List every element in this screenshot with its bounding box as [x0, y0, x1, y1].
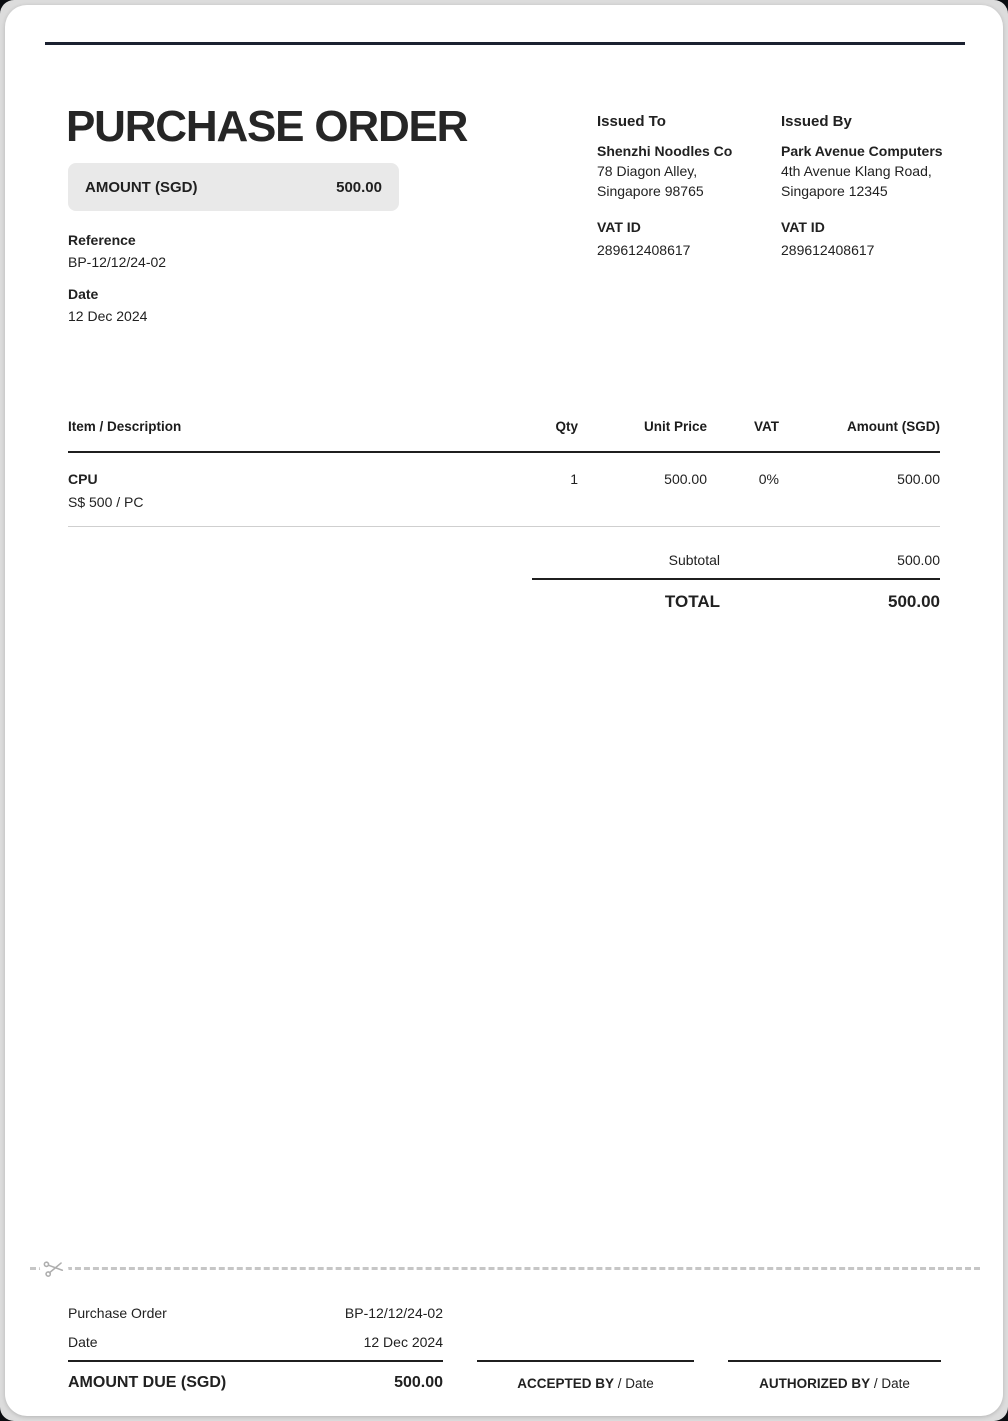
issued-by-name: Park Avenue Computers [781, 143, 943, 159]
remittance-date-row [68, 1334, 443, 1350]
header-vat: VAT [754, 419, 779, 434]
table-header-divider [68, 451, 940, 453]
reference-value: BP-12/12/24-02 [68, 254, 167, 270]
issued-to-address-line2: Singapore 98765 [597, 183, 704, 199]
page-title: PURCHASE ORDER [66, 102, 468, 151]
purchase-order-document [5, 5, 1003, 1416]
issued-to-vat-label: VAT ID [597, 219, 641, 235]
issued-to-name: Shenzhi Noodles Co [597, 143, 733, 159]
issued-by-vat-label: VAT ID [781, 219, 825, 235]
amount-summary-label: AMOUNT (SGD) [85, 178, 198, 196]
amount-due-value: 500.00 [394, 1374, 443, 1391]
item-qty: 1 [570, 471, 578, 487]
cut-here-dashed-line [30, 1267, 980, 1270]
issued-by-section [781, 112, 943, 260]
remittance-date-label: Date [68, 1334, 98, 1350]
total-label: TOTAL [664, 592, 720, 611]
subtotal-value: 500.00 [897, 552, 940, 568]
header-amount: Amount (SGD) [847, 419, 940, 434]
subtotal-label: Subtotal [668, 552, 720, 568]
issued-to-address-line1: 78 Diagon Alley, [597, 163, 698, 179]
table-row [68, 471, 940, 510]
item-detail: S$ 500 / PC [68, 494, 144, 510]
reference-label: Reference [68, 232, 136, 248]
item-description-cell [68, 471, 500, 510]
remittance-divider [68, 1360, 443, 1362]
accepted-by-text: ACCEPTED BY [517, 1376, 614, 1391]
items-table-header [68, 419, 940, 434]
item-vat: 0% [758, 471, 779, 487]
amount-due-row [68, 1374, 443, 1392]
table-row-divider [68, 526, 940, 527]
item-name: CPU [68, 471, 98, 487]
remittance-reference-value: BP-12/12/24-02 [344, 1305, 443, 1321]
issued-by-vat-value: 289612408617 [781, 242, 875, 258]
amount-summary-value: 500.00 [336, 178, 382, 196]
issued-to-section [597, 112, 769, 260]
authorized-by-label [728, 1376, 941, 1391]
top-divider [45, 42, 965, 45]
header-item-description: Item / Description [68, 419, 182, 434]
subtotal-row [68, 552, 940, 568]
remittance-reference-row [68, 1305, 443, 1321]
authorized-by-date-suffix: / Date [873, 1376, 910, 1391]
authorized-by-signature-block [728, 1360, 941, 1391]
accepted-by-date-suffix: / Date [617, 1376, 654, 1391]
scissors-icon [38, 1255, 69, 1282]
header-qty: Qty [555, 419, 578, 434]
remittance-date-value: 12 Dec 2024 [363, 1334, 443, 1350]
total-row [68, 592, 940, 612]
issued-to-heading: Issued To [597, 113, 666, 130]
amount-due-label: AMOUNT DUE (SGD) [68, 1374, 227, 1391]
authorized-by-signature-line [728, 1360, 941, 1362]
total-divider [532, 578, 940, 580]
reference-block [68, 230, 166, 272]
accepted-by-signature-line [477, 1360, 694, 1362]
accepted-by-label [477, 1376, 694, 1391]
total-value: 500.00 [888, 592, 940, 611]
issued-by-heading: Issued By [781, 113, 852, 130]
date-value: 12 Dec 2024 [68, 308, 148, 324]
issued-by-address-line2: Singapore 12345 [781, 183, 888, 199]
issued-to-vat-value: 289612408617 [597, 242, 691, 258]
issued-by-address-line1: 4th Avenue Klang Road, [781, 163, 932, 179]
header-unit-price: Unit Price [643, 419, 707, 434]
remittance-reference-label: Purchase Order [68, 1305, 167, 1321]
date-label: Date [68, 286, 99, 302]
item-amount: 500.00 [897, 471, 940, 487]
authorized-by-text: AUTHORIZED BY [759, 1376, 871, 1391]
date-block [68, 284, 147, 326]
item-unit-price: 500.00 [664, 471, 707, 487]
accepted-by-signature-block [477, 1360, 694, 1391]
amount-summary-box [68, 163, 399, 211]
